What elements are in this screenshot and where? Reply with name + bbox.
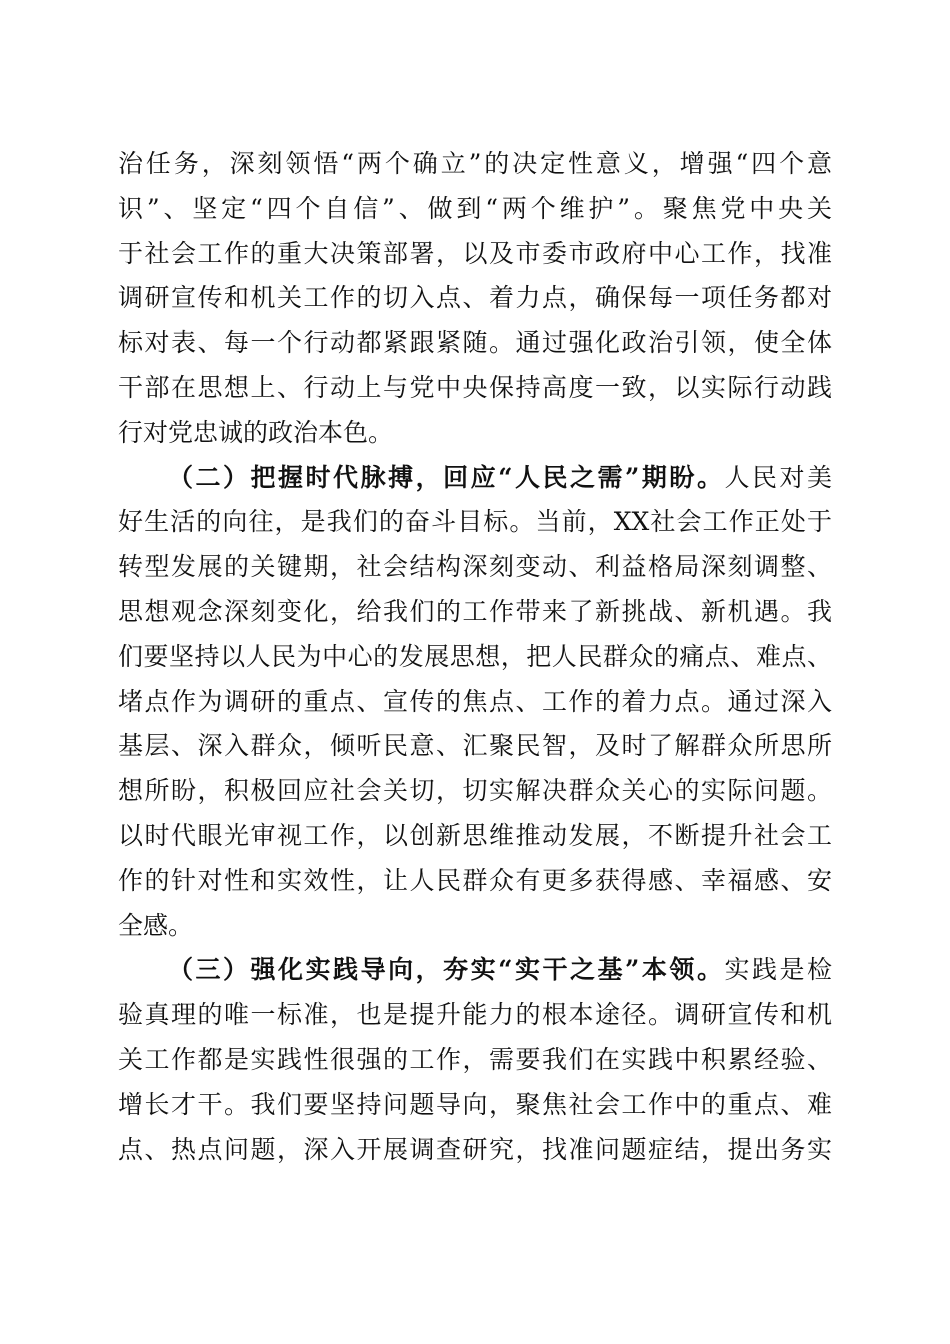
text-line	[118, 411, 832, 456]
document-page	[118, 142, 832, 1172]
text-line	[118, 1128, 832, 1173]
text-line	[118, 993, 832, 1038]
paragraph-text: 关工作都是实践性很强的工作，需要我们在实践中积累经验、	[118, 1044, 832, 1074]
text-line	[118, 948, 832, 993]
paragraph-text: 验真理的唯一标准，也是提升能力的根本途径。调研宣传和机	[118, 1000, 832, 1030]
text-line	[118, 187, 832, 232]
paragraph-text: 全感。	[118, 910, 194, 940]
paragraph-text: 干部在思想上、行动上与党中央保持高度一致，以实际行动践	[118, 372, 832, 402]
section-heading: （三）强化实践导向，夯实“实干之基”本领。	[168, 955, 725, 985]
paragraph-text: 于社会工作的重大决策部署，以及市委市政府中心工作，找准	[118, 238, 832, 268]
text-line	[118, 232, 832, 277]
paragraph-text: 好生活的向往，是我们的奋斗目标。当前，XX社会工作正处于	[118, 507, 832, 537]
paragraph-text: 转型发展的关键期，社会结构深刻变动、利益格局深刻调整、	[118, 552, 832, 582]
text-line	[118, 276, 832, 321]
paragraph-text: 行对党忠诚的政治本色。	[118, 417, 394, 447]
text-line	[118, 859, 832, 904]
text-line	[118, 545, 832, 590]
text-line	[118, 456, 832, 501]
paragraph-text: 基层、深入群众，倾听民意、汇聚民智，及时了解群众所思所	[118, 731, 832, 761]
text-line	[118, 904, 832, 949]
text-line	[118, 142, 832, 187]
paragraph-text: 堵点作为调研的重点、宣传的焦点、工作的着力点。通过深入	[118, 686, 832, 716]
section-heading: （二）把握时代脉搏，回应“人民之需”期盼。	[168, 462, 725, 492]
paragraph-text: 标对表、每一个行动都紧跟紧随。通过强化政治引领，使全体	[118, 328, 832, 358]
text-line	[118, 590, 832, 635]
paragraph-text: 以时代眼光审视工作，以创新思维推动发展，不断提升社会工	[118, 820, 832, 850]
text-line	[118, 321, 832, 366]
text-line	[118, 814, 832, 859]
paragraph-text: 实践是检	[724, 955, 832, 985]
paragraph-text: 想所盼，积极回应社会关切，切实解决群众关心的实际问题。	[118, 776, 832, 806]
text-line	[118, 1038, 832, 1083]
paragraph-text: 人民对美	[724, 462, 832, 492]
paragraph-text: 增长才干。我们要坚持问题导向，聚焦社会工作中的重点、难	[118, 1089, 832, 1119]
paragraph-text: 治任务，深刻领悟“两个确立”的决定性意义，增强“四个意	[118, 149, 832, 178]
text-line	[118, 635, 832, 680]
text-line	[118, 769, 832, 814]
text-line	[118, 1083, 832, 1128]
text-line	[118, 724, 832, 769]
paragraph-text: 们要坚持以人民为中心的发展思想，把人民群众的痛点、难点、	[118, 641, 832, 671]
text-line	[118, 500, 832, 545]
paragraph-text: 调研宣传和机关工作的切入点、着力点，确保每一项任务都对	[118, 283, 832, 313]
text-line	[118, 366, 832, 411]
paragraph-text: 点、热点问题，深入开展调查研究，找准问题症结，提出务实	[118, 1134, 832, 1164]
paragraph-text: 识”、坚定“四个自信”、做到“两个维护”。聚焦党中央关	[118, 193, 832, 223]
text-line	[118, 680, 832, 725]
paragraph-text: 思想观念深刻变化，给我们的工作带来了新挑战、新机遇。我	[118, 596, 832, 626]
paragraph-text: 作的针对性和实效性，让人民群众有更多获得感、幸福感、安	[118, 865, 832, 895]
